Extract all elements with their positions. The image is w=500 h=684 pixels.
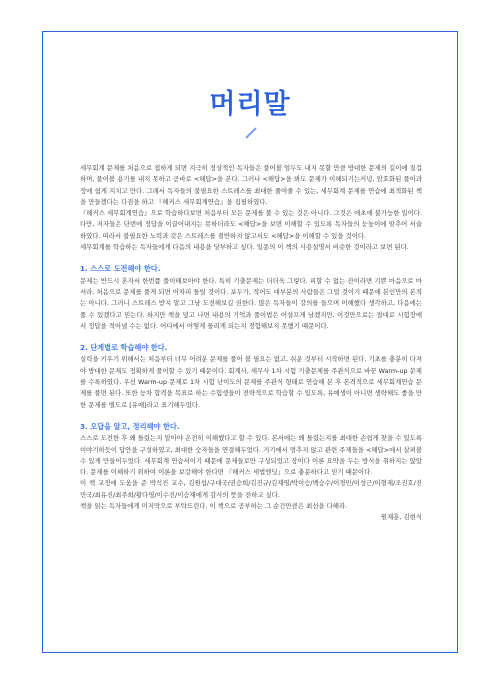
intro-paragraph-3: 세무회계를 학습하는 독자들에게 다음의 내용을 당부하고 싶다. 일종의 이 책의 사용설명서 비슷한 것이라고 보면 된다.: [80, 243, 409, 252]
section-heading-1: 1. 스스로 도전해야 한다.: [80, 264, 161, 274]
section-body-2: 실력을 키우기 위해서는 처음부터 너무 어려운 문제를 풀어 볼 필요는 없고, 쉬운 것부터 시작하면 된다. 기초를 충분히 다져야 방대한 문제도 정확하게 풀어할 수 있기 때문이다. 회계사, 세무사 1차 시험 기출문제를 주관식으로 바꾼 Warm-up 문제를 수록하였다. 우선 Warm-up 문제로 1차 시험 난이도의 문제를 주관식 형태로 연습해 본 후 본격적으로 세무회계연습 문제를 풀면 된다. 또한 능차 합격을 목표로 하는 수험생들이 전략적으로 학습할 수 있도록, 유예생이 아니면 생략해도 좋을 만한 문제를 별도로 [유예]라고 표기해두었다.: [80, 355, 422, 409]
section-body-1: 문제는 반드시 혼자서 한번쯤 풀이해보아야 한다. 특히 기출문제는 더더욱 그렇다. 피할 수 없는 잔이라면 기쁜 마음으로 마셔라. 처음으로 문제를 풀게 되면 어차피 틀릴 것이다. 포두가, 적어도 대부분의 사람들은 그럴 것이기 때문에 본인만의 본적는 아니다. 그러니 스트레스 받지 말고 그냥 도전해보길 권한다. 많은 독자들이 강의를 들으며 이해했다 생각하고, 다음에는 풀 수 있겠다고 믿는다. 하지만 책을 덮고 나면 내용의 기억과 풀이법은 어설프게 남겠지만, 이것만으로는 절대로 시험장에서 정답을 적어낼 수는 없다. 어디에서 어떻게 틀리게 되는지 경험해보지 못했기 때문이다.: [80, 276, 422, 330]
intro-paragraph-1: 세무회계 문제를 처음으로 접하게 되면 지극히 정상적인 독자들은 풀어볼 엄두도 내지 못할 만큼 방대한 문제의 길이에 질겁하며, 풀어볼 용기를 내지 못하고 곧바로 <해답>을 본다. 그러나 <해답>을 봐도 문제가 이해되기는커녕, 암호화된 풀이과정에 쉽게 지치고 만다. 그래서 독자들의 불필요한 스트레스를 최대한 줄여줄 수 있는, 세무회계 문제를 연습에 최적화된 책을 만들겠다는 다짐을 하고 『해커스 세무회계연습』을 집필하였다.: [80, 164, 422, 206]
section-body-3: 스스로 도전한 후 왜 틀렸는지 알아야 온전히 이해했다고 할 수 있다. 본서에는 왜 틀렸는지를 최대한 손쉽게 찾을 수 있도록 이야기하듯이 답안을 구성하였고, 최대한 숫자들을 연결해두었다. 거기에서 멈추지 않고 관련 주제들을 <해답>에서 살펴볼 수 있게 만들어두었다. 세무회계 연습서이기 때문에 문제들로만 구성되었고 장이다 이론 요약을 두는 방식을 취하지는 않았다. 문제를 이해하기 위하여 이론을 보강해야 한다면 『해커스 세법엔딩』으로 충분하다고 믿기 때문이다.: [80, 434, 422, 477]
section-heading-2: 2. 단계별로 학습해야 한다.: [80, 343, 168, 353]
page-title: 머리말: [209, 89, 291, 120]
intro-paragraph-2: 『해커스 세무회계연습』으로 학습하다보면 처음부터 모든 문제를 풀 수 있는 것은 아니다. 그것은 애초에 불가능한 일이다. 다만, 저자들은 단번에 정답을 이끌어내지는 못하더라도 <해답>을 보면 이해할 수 있도록 독자들의 눈높이에 맞추어 서술하였다. 따라서 불필요한 노력과 갖은 스트레스를 절반하지 않고서도 <해답>을 이해할 수 있을 것이다.: [80, 209, 422, 240]
author-signature: 원재훈, 김현식: [380, 513, 422, 522]
closing-request: 책을 읽는 독자들에게 미지막으로 부탁드린다. 이 책으로 공부하는 그 순간만큼은 최선을 다해라.: [80, 502, 348, 511]
acknowledgement: 이 책 교정에 도움을 준 박석진 교수, 김원섭/구대국/권승희/김진규/김재영/박이승/백승수/이경민/이성근/이형재/조진호/진민국/최유진/최주희/황다영/이수진/이승재에게 감사의 뜻을 전하고 싶다.: [80, 479, 422, 499]
preface-body: [80, 163, 422, 524]
section-heading-3: 3. 오답을 알고, 정리해야 한다.: [80, 421, 180, 431]
